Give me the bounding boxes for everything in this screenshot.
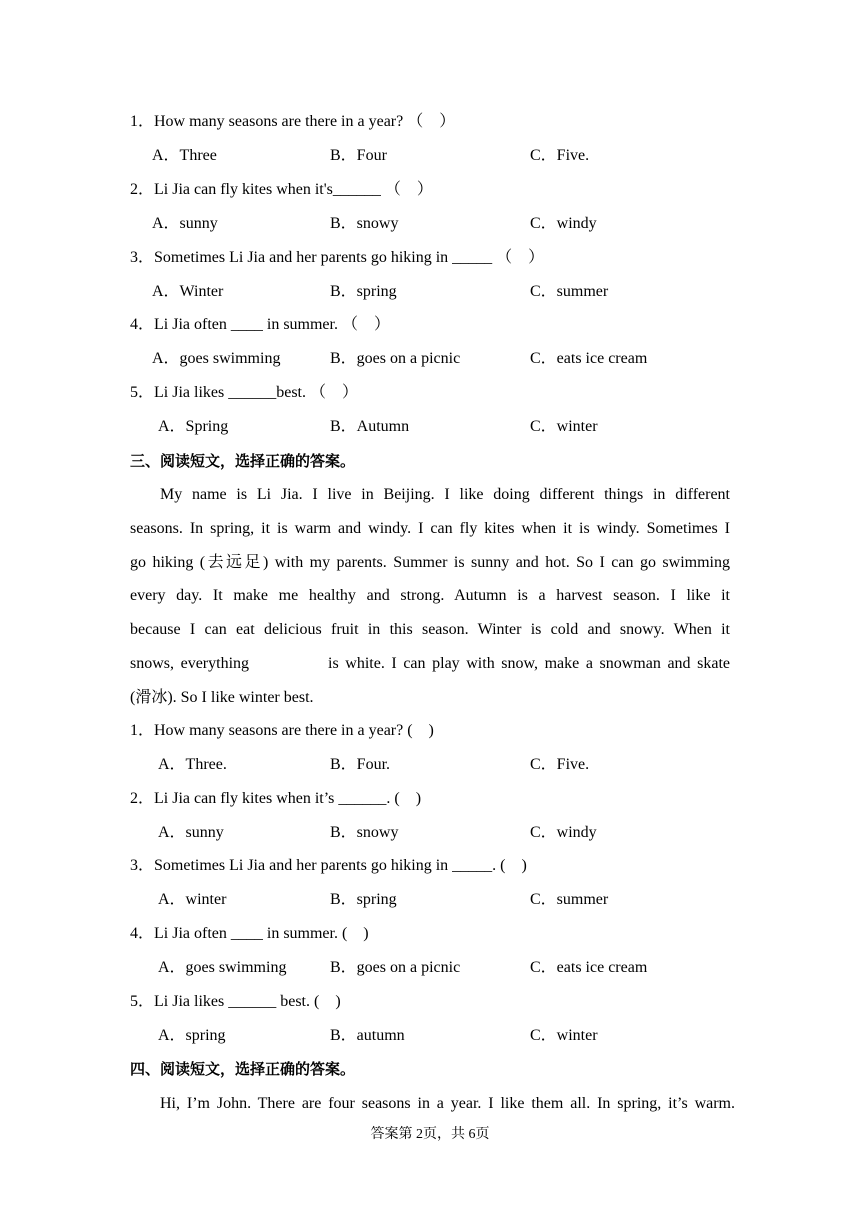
question-4-text: 4．Li Jia often ____ in summer. （ ） xyxy=(130,316,390,333)
passage-line: go hiking (去远足) with my parents. Summer is sunny and hot. So I can go swimming xyxy=(130,554,730,571)
passage-line: because I can eat delicious fruit in this season. Winter is cold and snowy. When it xyxy=(130,621,730,638)
question-4-option-a: A．goes swimming xyxy=(158,959,287,976)
section-four-heading: 四、阅读短文，选择正确的答案。 xyxy=(130,1060,356,1078)
question-3-option-c: C．summer xyxy=(530,283,609,300)
passage-line: seasons. In spring, it is warm and windy. I can fly kites when it is windy. Sometimes I xyxy=(130,520,730,537)
question-1-text: 1．How many seasons are there in a year? ( ) xyxy=(130,722,434,739)
question-3-option-b: B．spring xyxy=(330,283,397,300)
question-5-option-c: C．winter xyxy=(530,418,598,435)
question-2-option-a: A．sunny xyxy=(158,824,224,841)
question-2-option-c: C．windy xyxy=(530,215,597,232)
question-1-option-a: A．Three. xyxy=(158,756,227,773)
question-2-option-c: C．windy xyxy=(530,824,597,841)
question-4-option-b: B．goes on a picnic xyxy=(330,959,461,976)
question-2-text: 2．Li Jia can fly kites when it’s ______. ( ) xyxy=(130,790,422,807)
passage-line: Hi, I’m John. There are four seasons in a year. I like them all. In spring, it’s warm. xyxy=(160,1095,735,1112)
question-1-option-a: A．Three xyxy=(152,147,217,164)
question-1-option-c: C．Five. xyxy=(530,756,590,773)
question-4-text: 4．Li Jia often ____ in summer. ( ) xyxy=(130,925,369,942)
question-3-option-a: A．winter xyxy=(158,891,227,908)
question-2-option-a: A．sunny xyxy=(152,215,218,232)
question-2-option-b: B．snowy xyxy=(330,824,399,841)
question-5-option-b: B．autumn xyxy=(330,1027,405,1044)
passage-line: (滑冰). So I like winter best. xyxy=(130,689,314,706)
question-1-text: 1．How many seasons are there in a year? （ ） xyxy=(130,113,456,130)
question-5-option-c: C．winter xyxy=(530,1027,598,1044)
question-1-option-c: C．Five. xyxy=(530,147,590,164)
page-footer: 答案第 2页，共 6页 xyxy=(370,1127,490,1142)
question-3-option-c: C．summer xyxy=(530,891,609,908)
question-5-text: 5．Li Jia likes ______best. （ ） xyxy=(130,384,358,401)
question-5-option-a: A．Spring xyxy=(158,418,229,435)
question-4-option-c: C．eats ice cream xyxy=(530,959,648,976)
question-1-option-b: B．Four. xyxy=(330,756,391,773)
question-3-option-a: A．Winter xyxy=(152,283,224,300)
section-three-heading: 三、阅读短文，选择正确的答案。 xyxy=(130,452,356,470)
question-5-option-a: A．spring xyxy=(158,1027,226,1044)
question-1-option-b: B．Four xyxy=(330,147,387,164)
passage-line: My name is Li Jia. I live in Beijing. I like doing different things in different xyxy=(160,486,730,503)
question-2-option-b: B．snowy xyxy=(330,215,399,232)
question-5-option-b: B．Autumn xyxy=(330,418,410,435)
question-3-option-b: B．spring xyxy=(330,891,397,908)
question-4-option-c: C．eats ice cream xyxy=(530,350,648,367)
question-3-text: 3．Sometimes Li Jia and her parents go hiking in _____. ( ) xyxy=(130,857,527,874)
passage-line: snows, everything is white. I can play with snow, make a snowman and skate xyxy=(130,655,730,672)
question-2-text: 2．Li Jia can fly kites when it's______ （ ） xyxy=(130,181,433,198)
question-3-text: 3．Sometimes Li Jia and her parents go hiking in _____ （ ） xyxy=(130,249,545,266)
question-4-option-b: B．goes on a picnic xyxy=(330,350,461,367)
question-4-option-a: A．goes swimming xyxy=(152,350,281,367)
question-5-text: 5．Li Jia likes ______ best. ( ) xyxy=(130,993,341,1010)
passage-line: every day. It make me healthy and strong. Autumn is a harvest season. I like it xyxy=(130,587,730,604)
